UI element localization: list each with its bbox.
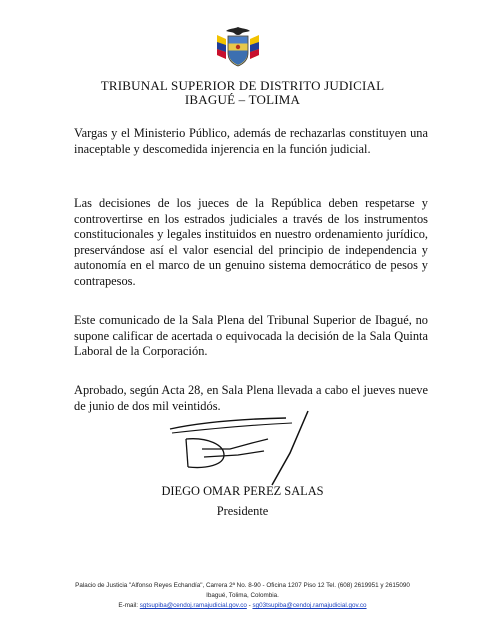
- coat-of-arms-crest: [214, 25, 262, 69]
- email-separator: -: [246, 602, 253, 609]
- signature-block: [0, 484, 485, 518]
- body-paragraph: Vargas y el Ministerio Público, además de rechazarlas constituyen una inaceptable y descomedida injerencia en la función judicial.: [74, 126, 428, 156]
- handwritten-signature: [168, 409, 328, 489]
- approval-paragraph: Aprobado, según Acta 28, en Sala Plena llevada a cabo el jueves nueve de junio de dos mil veintidós.: [74, 383, 428, 413]
- body-paragraph: Las decisiones de los jueces de la República deben respetarse y controvertirse en los estrados judiciales a través de los instrumentos constitucionales y legales instituidos en nuestro ordenamiento jurídico, preservándose así el valor esencial del principio de independencia y autonomía en el marco de un genuino sistema democrático de pesos y contrapesos.: [74, 196, 428, 288]
- document-footer: [0, 581, 485, 611]
- institution-location: IBAGUÉ – TOLIMA: [184, 92, 301, 107]
- institution-name: TRIBUNAL SUPERIOR DE DISTRITO JUDICIAL: [100, 78, 385, 93]
- signer-name: DIEGO OMAR PEREZ SALAS: [161, 484, 324, 498]
- footer-city: Ibagué, Tolima, Colombia.: [206, 592, 279, 599]
- email-link-primary[interactable]: sgtsupiba@cendoj.ramajudicial.gov.co: [139, 602, 247, 609]
- footer-emails: [0, 601, 485, 611]
- signer-role: Presidente: [216, 504, 269, 518]
- email-link-secondary[interactable]: sg03tsupiba@cendoj.ramajudicial.gov.co: [252, 602, 367, 609]
- email-label: E-mail:: [118, 602, 139, 609]
- footer-address: Palacio de Justicia "Alfonso Reyes Echandía", Carrera 2ª No. 8-90 - Oficina 1207 Piso 12 Tel. (608) 2619951 y 2615090: [75, 582, 410, 589]
- body-paragraph: Este comunicado de la Sala Plena del Tribunal Superior de Ibagué, no supone calificar de acertada o equivocada la decisión de la Sala Quinta Laboral de la Corporación.: [74, 313, 428, 358]
- document-header: [0, 79, 485, 107]
